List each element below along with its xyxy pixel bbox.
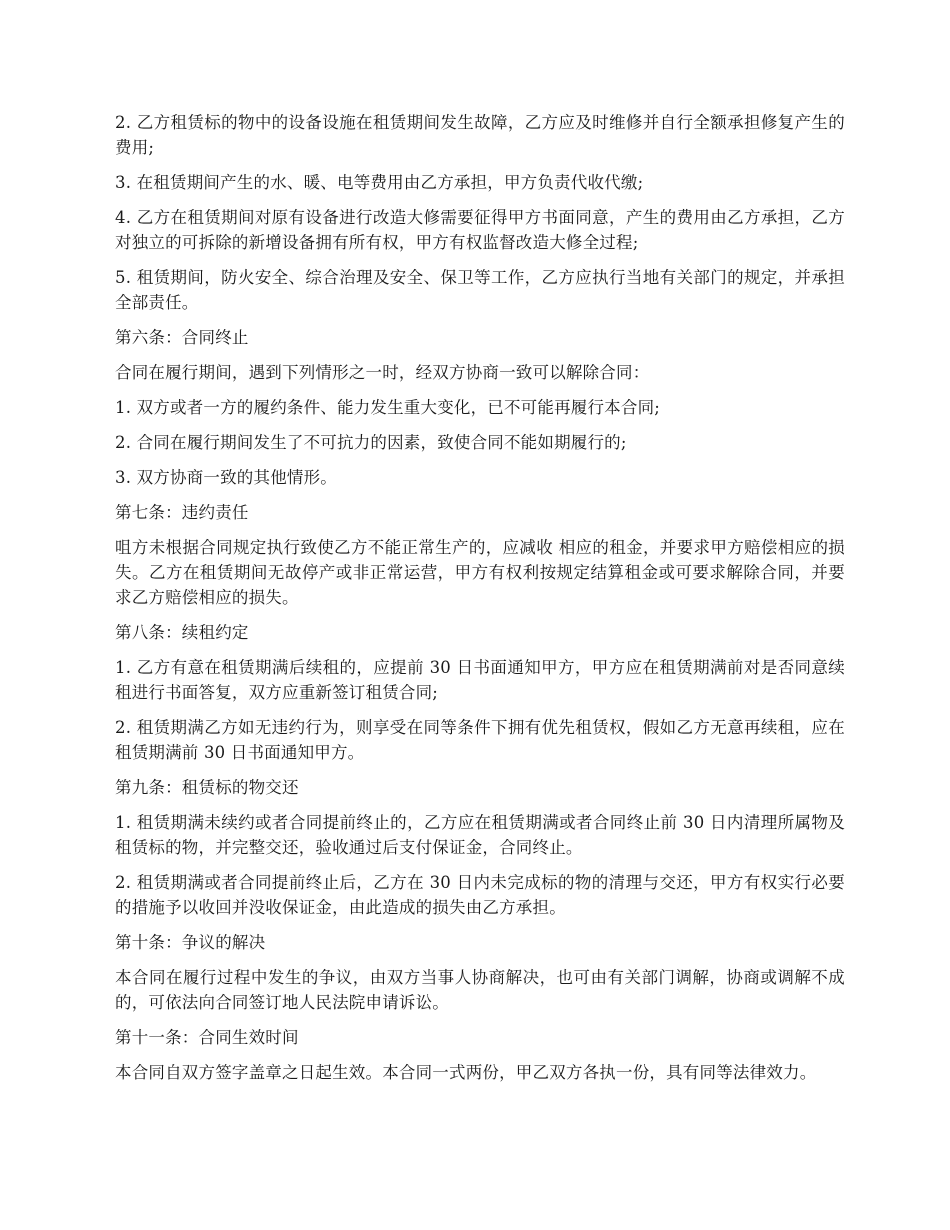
clause-paragraph: 1. 乙方有意在租赁期满后续租的，应提前 30 日书面通知甲方，甲方应在租赁期满前对是否同意续租进行书面答复，双方应重新签订租赁合同; (115, 658, 845, 702)
document-body (115, 110, 845, 1095)
clause-paragraph: 4. 乙方在租赁期间对原有设备进行改造大修需要征得甲方书面同意，产生的费用由乙方承担，乙方对独立的可拆除的新增设备拥有所有权，甲方有权监督改造大修全过程; (115, 208, 845, 252)
section-heading: 第九条：租赁标的物交还 (115, 778, 299, 797)
clause-paragraph: 本合同在履行过程中发生的争议，由双方当事人协商解决，也可由有关部门调解，协商或调解不成的，可依法向合同签订地人民法院申请诉讼。 (115, 968, 845, 1012)
clause-paragraph: 本合同自双方签字盖章之日起生效。本合同一式两份，甲乙双方各执一份，具有同等法律效力。 (115, 1063, 817, 1082)
clause-paragraph: 3. 在租赁期间产生的水、暖、电等费用由乙方承担，甲方负责代收代缴; (115, 173, 644, 192)
clause-paragraph: 2. 租赁期满或者合同提前终止后，乙方在 30 日内未完成标的物的清理与交还，甲方有权实行必要的措施予以收回并没收保证金，由此造成的损失由乙方承担。 (115, 873, 845, 917)
section-heading: 第十一条：合同生效时间 (115, 1028, 299, 1047)
clause-paragraph: 3. 双方协商一致的其他情形。 (115, 468, 337, 487)
clause-paragraph: 2. 乙方租赁标的物中的设备设施在租赁期间发生故障，乙方应及时维修并自行全额承担修复产生的费用; (115, 113, 845, 157)
section-heading: 第八条：续租约定 (115, 623, 249, 642)
section-heading: 第六条：合同终止 (115, 328, 249, 347)
clause-paragraph: 1. 双方或者一方的履约条件、能力发生重大变化，已不可能再履行本合同; (115, 398, 661, 417)
section-heading: 第十条：争议的解决 (115, 933, 266, 952)
clause-paragraph: 1. 租赁期满未续约或者合同提前终止的，乙方应在租赁期满或者合同终止前 30 日内清理所属物及租赁标的物，并完整交还，验收通过后支付保证金，合同终止。 (115, 813, 845, 857)
section-heading: 第七条：违约责任 (115, 503, 249, 522)
clause-paragraph: 咀方未根据合同规定执行致使乙方不能正常生产的，应减收 相应的租金，并要求甲方赔偿相应的损失。乙方在租赁期间无故停产或非正常运营，甲方有权利按规定结算租金或可要求解除合同，并要求乙方赔偿相应的损失。 (115, 538, 845, 607)
clause-paragraph: 2. 租赁期满乙方如无违约行为，则享受在同等条件下拥有优先租赁权，假如乙方无意再续租，应在租赁期满前 30 日书面通知甲方。 (115, 718, 845, 762)
clause-paragraph: 5. 租赁期间，防火安全、综合治理及安全、保卫等工作，乙方应执行当地有关部门的规定，并承担全部责任。 (115, 268, 845, 312)
clause-paragraph: 2. 合同在履行期间发生了不可抗力的因素，致使合同不能如期履行的; (115, 433, 627, 452)
clause-paragraph: 合同在履行期间，遇到下列情形之一时，经双方协商一致可以解除合同： (115, 363, 650, 382)
